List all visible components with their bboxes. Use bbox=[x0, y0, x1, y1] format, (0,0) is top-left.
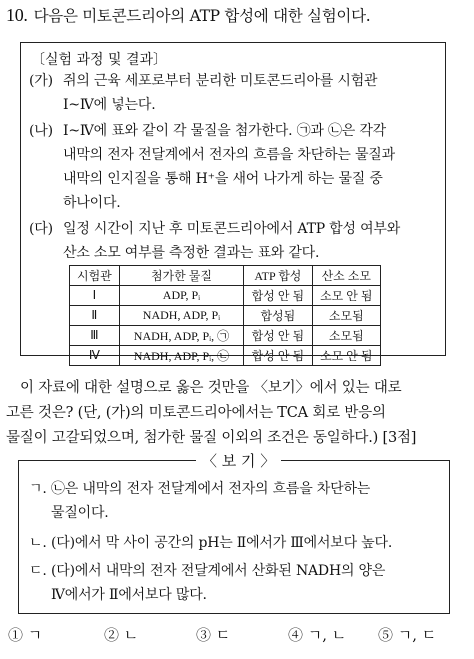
step-line: Ⅰ~Ⅳ에 넣는다. bbox=[63, 97, 156, 113]
step-label: (다) bbox=[29, 221, 53, 237]
bogi-box bbox=[18, 460, 450, 614]
table-row bbox=[70, 346, 381, 366]
step-line: 내막의 인지질을 통해 H⁺을 새어 나가게 하는 물질 중 bbox=[63, 171, 383, 187]
table-cell: 합성 안 됨 bbox=[244, 286, 312, 306]
prompt-line: 물질이 고갈되었으며, 첨가한 물질 이외의 조건은 동일하다.) [3점] bbox=[6, 430, 417, 446]
bogi-item-ga bbox=[29, 477, 370, 525]
table-cell: NADH, ADP, Pᵢ bbox=[119, 306, 243, 326]
step-line: 내막의 전자 전달계에서 전자의 흐름을 차단하는 물질과 bbox=[63, 147, 395, 163]
step-label: (가) bbox=[29, 73, 53, 89]
bogi-item-da bbox=[29, 559, 385, 607]
step-line: 산소 소모 여부를 측정한 결과는 표와 같다. bbox=[63, 245, 320, 261]
table-cell: Ⅰ bbox=[70, 286, 120, 306]
step-ga bbox=[29, 69, 377, 117]
bogi-line: Ⅳ에서가 Ⅱ에서보다 많다. bbox=[51, 587, 207, 603]
table-cell: 합성 안 됨 bbox=[244, 326, 312, 346]
step-line: Ⅰ~Ⅳ에 표와 같이 각 물질을 첨가한다. ㉠과 ㉡은 각각 bbox=[63, 123, 387, 139]
table-header: 첨가한 물질 bbox=[119, 266, 243, 286]
step-da bbox=[29, 217, 400, 265]
table-row bbox=[70, 306, 381, 326]
prompt-line: 고른 것은? (단, (가)의 미토콘드리아에서는 TCA 회로 반응의 bbox=[6, 405, 386, 421]
table-cell: 소모됨 bbox=[312, 326, 380, 346]
table-cell: NADH, ADP, Pᵢ, ㉡ bbox=[119, 346, 243, 366]
choice-3[interactable]: ③ ㄷ bbox=[196, 626, 231, 644]
choice-4[interactable]: ④ ㄱ, ㄴ bbox=[288, 626, 347, 644]
result-table bbox=[69, 265, 381, 366]
choice-2[interactable]: ② ㄴ bbox=[104, 626, 139, 644]
table-row bbox=[70, 286, 381, 306]
table-cell: 소모됨 bbox=[312, 306, 380, 326]
step-na bbox=[29, 119, 395, 215]
table-cell: 합성 안 됨 bbox=[244, 346, 312, 366]
table-cell: Ⅱ bbox=[70, 306, 120, 326]
experiment-box bbox=[20, 42, 446, 363]
choice-1[interactable]: ① ㄱ bbox=[8, 626, 43, 644]
table-cell: NADH, ADP, Pᵢ, ㉠ bbox=[119, 326, 243, 346]
bogi-key: ㄱ. bbox=[29, 481, 47, 497]
table-cell: Ⅳ bbox=[70, 346, 120, 366]
bogi-line: (다)에서 내막의 전자 전달계에서 산화된 NADH의 양은 bbox=[51, 563, 386, 579]
choice-5[interactable]: ⑤ ㄱ, ㄷ bbox=[378, 626, 437, 644]
table-header: ATP 합성 bbox=[244, 266, 312, 286]
table-header: 시험관 bbox=[70, 266, 120, 286]
experiment-header: 〔실험 과정 및 결과〕 bbox=[31, 52, 168, 68]
table-cell: 소모 안 됨 bbox=[312, 286, 380, 306]
table-cell: 소모 안 됨 bbox=[312, 346, 380, 366]
table-cell: Ⅲ bbox=[70, 326, 120, 346]
bogi-item-na bbox=[29, 531, 392, 555]
step-label: (나) bbox=[29, 123, 53, 139]
question-number: 10. bbox=[6, 5, 28, 25]
table-cell: 합성됨 bbox=[244, 306, 312, 326]
bogi-line: 물질이다. bbox=[51, 505, 109, 521]
step-line: 쥐의 근육 세포로부터 분리한 미토콘드리아를 시험관 bbox=[63, 73, 378, 89]
question-text: 다음은 미토콘드리아의 ATP 합성에 대한 실험이다. bbox=[33, 7, 371, 25]
bogi-line: (다)에서 막 사이 공간의 pH는 Ⅱ에서가 Ⅲ에서보다 높다. bbox=[51, 535, 393, 551]
question-prompt bbox=[6, 376, 466, 451]
step-line: 일정 시간이 지난 후 미토콘드리아에서 ATP 합성 여부와 bbox=[63, 221, 401, 237]
bogi-title: 〈 보 기 〉 bbox=[196, 450, 281, 471]
table-header: 산소 소모 bbox=[312, 266, 380, 286]
table-cell: ADP, Pᵢ bbox=[119, 286, 243, 306]
bogi-line: ㉡은 내막의 전자 전달계에서 전자의 흐름을 차단하는 bbox=[51, 481, 371, 497]
table-header-row bbox=[70, 266, 381, 286]
step-line: 하나이다. bbox=[63, 195, 121, 211]
table-row bbox=[70, 326, 381, 346]
bogi-key: ㄷ. bbox=[29, 563, 47, 579]
bogi-key: ㄴ. bbox=[29, 535, 47, 551]
question-title bbox=[6, 4, 370, 26]
prompt-line: 이 자료에 대한 설명으로 옳은 것만을 〈보기〉에서 있는 대로 bbox=[20, 380, 402, 396]
